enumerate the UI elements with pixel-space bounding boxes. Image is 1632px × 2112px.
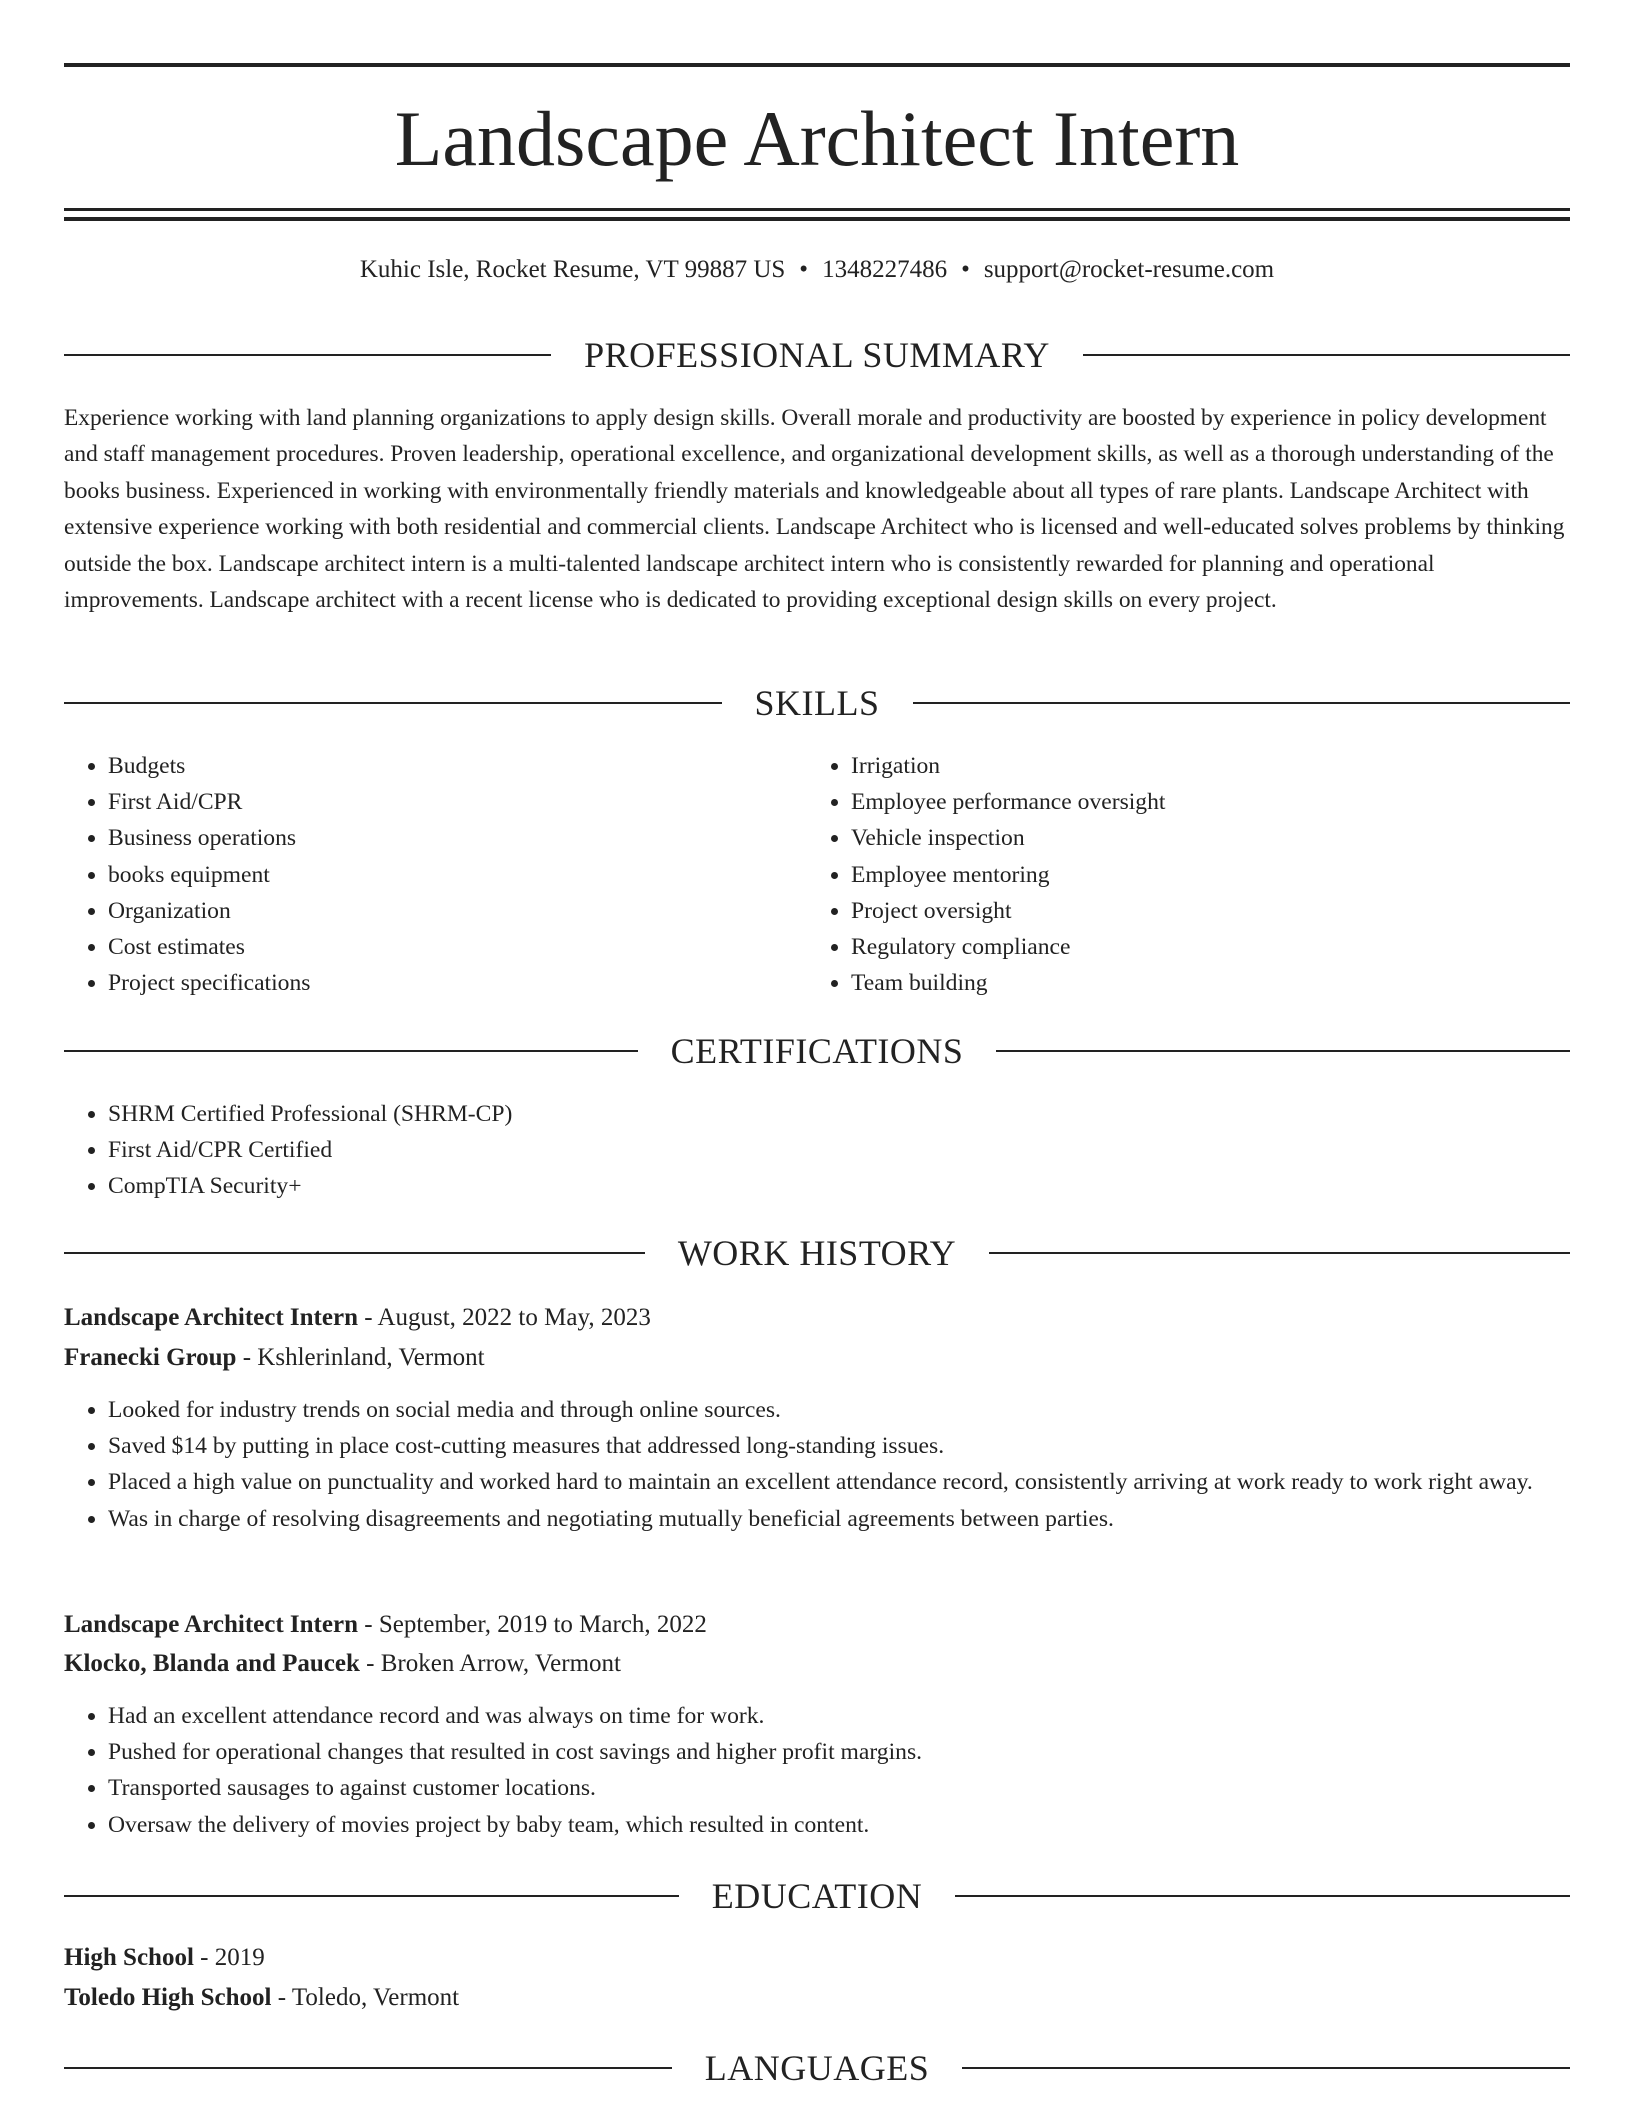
- skill-item: • Irrigation: [851, 748, 1507, 784]
- job-company-line: [64, 1646, 1570, 1682]
- certifications-block: [64, 1096, 1570, 1205]
- job-bullets-block: [64, 1392, 1570, 1537]
- skill-item: • Business operations: [108, 820, 764, 856]
- skill-item: • Cost estimates: [108, 929, 764, 965]
- job-bullets: [64, 1392, 1570, 1537]
- skill-item: • Budgets: [108, 748, 764, 784]
- skills-list: [64, 748, 764, 1001]
- job-bullet: • Saved $14 by putting in place cost-cutting measures that addressed long-standing issues.: [108, 1428, 1570, 1464]
- dash: -: [277, 1984, 287, 2011]
- skill-item: • Employee mentoring: [851, 857, 1507, 893]
- heading-rule: [64, 2067, 672, 2069]
- job-bullet: • Transported sausages to against customer locations.: [108, 1770, 1570, 1806]
- heading-rule: [64, 1050, 638, 1052]
- heading-rule: [64, 1252, 645, 1254]
- education-degree: High School: [64, 1944, 194, 1971]
- contact-phone: 1348227486: [822, 256, 948, 283]
- section-heading-skills: [64, 680, 1570, 726]
- skills-column-right: [807, 748, 1507, 1001]
- education-location: Toledo, Vermont: [291, 1984, 460, 2011]
- section-heading-languages: [64, 2045, 1570, 2091]
- certification-item: • First Aid/CPR Certified: [108, 1132, 1570, 1168]
- heading-rule: [955, 1895, 1570, 1897]
- job-bullet: • Had an excellent attendance record and was always on time for work.: [108, 1698, 1570, 1734]
- job-company-line: [64, 1340, 1570, 1376]
- skills-column-left: [64, 748, 764, 1001]
- job-company: Klocko, Blanda and Paucek: [64, 1650, 360, 1677]
- dash: -: [242, 1344, 252, 1371]
- heading-rule: [989, 1252, 1570, 1254]
- skill-item: • Team building: [851, 965, 1507, 1001]
- section-title: PROFESSIONAL SUMMARY: [584, 335, 1050, 375]
- contact-address: Kuhic Isle, Rocket Resume, VT 99887 US: [359, 256, 786, 283]
- skills-list: [807, 748, 1507, 1001]
- job-dates: September, 2019 to March, 2022: [378, 1611, 707, 1638]
- section-heading-summary: [64, 332, 1570, 378]
- heading-rule: [64, 1895, 679, 1897]
- certification-item: • CompTIA Security+: [108, 1168, 1570, 1204]
- section-title: EDUCATION: [711, 1876, 923, 1916]
- dash: -: [364, 1611, 373, 1638]
- skill-item: • First Aid/CPR: [108, 784, 764, 820]
- contact-separator: •: [961, 256, 970, 283]
- job-title: Landscape Architect Intern: [64, 1611, 358, 1638]
- job-bullet: • Pushed for operational changes that resulted in cost savings and higher profit margins.: [108, 1734, 1570, 1770]
- job-bullet: • Looked for industry trends on social media and through online sources.: [108, 1392, 1570, 1428]
- skill-item: • Project specifications: [108, 965, 764, 1001]
- education-school-line: [64, 1980, 1570, 2016]
- job-bullets-block: [64, 1698, 1570, 1843]
- job-bullet: • Placed a high value on punctuality and worked hard to maintain an excellent attendance record, consistently arriving at work ready to work right away.: [108, 1464, 1570, 1500]
- title-double-rule: [64, 208, 1570, 221]
- section-heading-education: [64, 1873, 1570, 1919]
- contact-separator: •: [799, 256, 809, 283]
- top-rule: [64, 63, 1570, 67]
- job-company: Franecki Group: [64, 1344, 237, 1371]
- education-degree-line: [64, 1940, 1570, 1976]
- section-heading-work-history: [64, 1230, 1570, 1276]
- job-title-line: [64, 1607, 1570, 1643]
- job-location: Broken Arrow, Vermont: [380, 1650, 621, 1677]
- job-dates: August, 2022 to May, 2023: [377, 1304, 651, 1331]
- heading-rule: [913, 702, 1571, 704]
- job-bullets: [64, 1698, 1570, 1843]
- education-year: 2019: [214, 1944, 265, 1971]
- dash: -: [200, 1944, 209, 1971]
- heading-rule: [64, 354, 551, 356]
- section-heading-certifications: [64, 1028, 1570, 1074]
- skill-item: • books equipment: [108, 857, 764, 893]
- heading-rule: [64, 702, 722, 704]
- skill-item: • Vehicle inspection: [851, 820, 1507, 856]
- section-title: CERTIFICATIONS: [670, 1031, 964, 1071]
- section-title: WORK HISTORY: [677, 1233, 957, 1273]
- summary-text: Experience working with land planning organizations to apply design skills. Overall morale and productivity are boosted by experience in policy development and staff management procedures. Proven leadership, operational excellence, and organizational development skills, as well as a thorough understanding of the books business. Experienced in working with environmentally friendly materials and knowledgeable about all types of rare plants. Landscape Architect with extensive experience working with both residential and commercial clients. Landscape Architect who is licensed and well-educated solves problems by thinking outside the box. Landscape architect intern is a multi-talented landscape architect intern who is consistently rewarded for planning and operational improvements. Landscape architect with a recent license who is dedicated to providing exceptional design skills on every project.: [64, 405, 1565, 614]
- job-title: Landscape Architect Intern: [64, 1304, 358, 1331]
- job-title-line: [64, 1300, 1570, 1336]
- job-bullet: • Oversaw the delivery of movies project by baby team, which resulted in content.: [108, 1807, 1570, 1843]
- section-title: LANGUAGES: [704, 2048, 930, 2088]
- dash: -: [366, 1650, 375, 1677]
- job-location: Kshlerinland, Vermont: [257, 1344, 485, 1371]
- heading-rule: [996, 1050, 1570, 1052]
- education-school: Toledo High School: [64, 1984, 272, 2011]
- section-title: SKILLS: [754, 683, 880, 723]
- heading-rule: [962, 2067, 1570, 2069]
- contact-line: [64, 252, 1570, 288]
- skill-item: • Organization: [108, 893, 764, 929]
- resume-title: Landscape Architect Intern: [394, 95, 1240, 182]
- certification-item: • SHRM Certified Professional (SHRM-CP): [108, 1096, 1570, 1132]
- heading-rule: [1083, 354, 1570, 356]
- dash: -: [364, 1304, 373, 1331]
- skill-item: • Project oversight: [851, 893, 1507, 929]
- skill-item: • Employee performance oversight: [851, 784, 1507, 820]
- job-bullet: • Was in charge of resolving disagreements and negotiating mutually beneficial agreements between parties.: [108, 1501, 1570, 1537]
- skill-item: • Regulatory compliance: [851, 929, 1507, 965]
- certifications-list: [64, 1096, 1570, 1205]
- contact-email: support@rocket-resume.com: [983, 256, 1275, 283]
